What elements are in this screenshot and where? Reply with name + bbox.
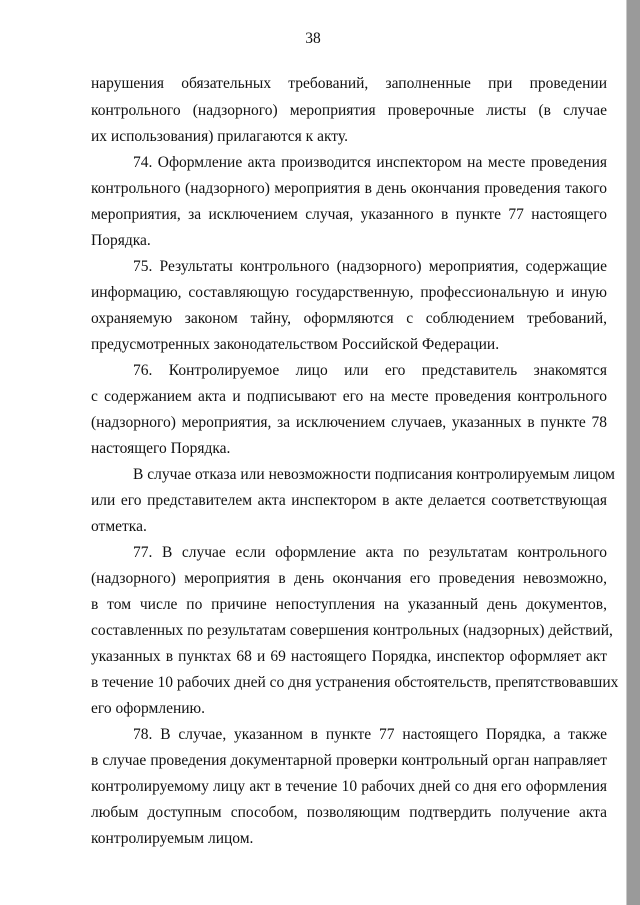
paragraph-77-start: 77. В случае если оформление акта по результатам контрольного bbox=[133, 544, 607, 561]
text-line: (надзорного) мероприятия, за исключением случаев, указанных в пункте 78 bbox=[91, 414, 607, 431]
text-line: указанных в пунктах 68 и 69 настоящего Порядка, инспектор оформляет акт bbox=[91, 648, 607, 665]
text-line: Порядка. bbox=[91, 232, 151, 249]
text-line: в том числе по причине непоступления на указанный день документов, bbox=[91, 596, 607, 613]
text-line: его оформлению. bbox=[91, 700, 206, 717]
text-line: контролируемому лицу акт в течение 10 рабочих дней со дня его оформления bbox=[91, 778, 607, 795]
text-line: их использования) прилагаются к акту. bbox=[91, 128, 348, 145]
paragraph-refusal-start: В случае отказа или невозможности подписания контролируемым лицом bbox=[133, 466, 615, 483]
text-line: (надзорного) мероприятия в день окончания его проведения невозможно, bbox=[91, 570, 607, 587]
text-line: контрольного (надзорного) мероприятия проверочные листы (в случае bbox=[91, 102, 607, 119]
text-line: с содержанием акта и подписывают его на месте проведения контрольного bbox=[91, 388, 607, 405]
text-line: мероприятия, за исключением случая, указанного в пункте 77 настоящего bbox=[91, 206, 607, 223]
text-line: контрольного (надзорного) мероприятия в день окончания проведения такого bbox=[91, 180, 607, 197]
text-line: предусмотренных законодательством Российской Федерации. bbox=[91, 336, 500, 353]
page-edge-shadow bbox=[627, 0, 640, 905]
paragraph-76-start: 76. Контролируемое лицо или его представитель знакомятся bbox=[133, 362, 607, 379]
page-number: 38 bbox=[305, 30, 321, 47]
text-line: контролируемым лицом. bbox=[91, 830, 254, 847]
text-line: информацию, составляющую государственную, профессиональную и иную bbox=[91, 284, 607, 301]
paragraph-78-start: 78. В случае, указанном в пункте 77 настоящего Порядка, а также bbox=[133, 726, 607, 743]
paragraph-74-start: 74. Оформление акта производится инспектором на месте проведения bbox=[133, 154, 607, 171]
text-line: отметка. bbox=[91, 518, 147, 535]
text-line: охраняемую законом тайну, оформляются с соблюдением требований, bbox=[91, 310, 607, 327]
text-line: настоящего Порядка. bbox=[91, 440, 231, 457]
text-line: любым доступным способом, позволяющим подтвердить получение акта bbox=[91, 804, 607, 821]
text-line: нарушения обязательных требований, заполненные при проведении bbox=[91, 75, 607, 92]
text-line: в течение 10 рабочих дней со дня устранения обстоятельств, препятствовавших bbox=[91, 674, 619, 691]
text-line: или его представителем акта инспектором в акте делается соответствующая bbox=[91, 492, 607, 509]
text-line: в случае проведения документарной проверки контрольный орган направляет bbox=[91, 752, 607, 769]
text-line: составленных по результатам совершения контрольных (надзорных) действий, bbox=[91, 622, 613, 639]
paragraph-75-start: 75. Результаты контрольного (надзорного) мероприятия, содержащие bbox=[133, 258, 607, 275]
